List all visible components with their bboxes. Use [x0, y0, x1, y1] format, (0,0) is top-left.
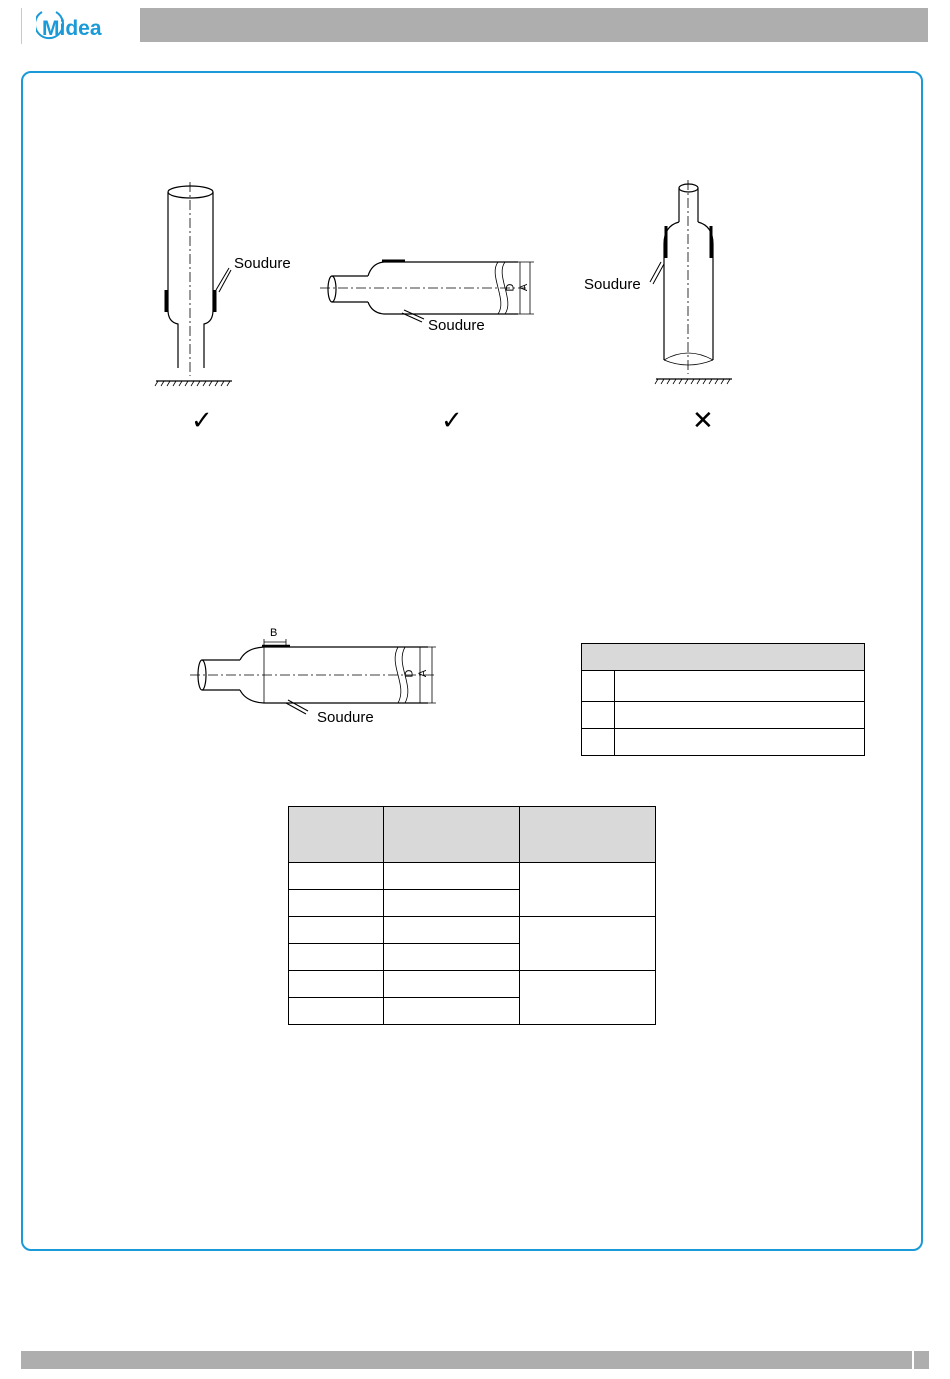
- table-cell: [289, 917, 384, 944]
- table-cell: [520, 917, 656, 971]
- table-cell: [520, 863, 656, 917]
- weld-label: Soudure: [234, 255, 291, 272]
- dimension-a-label: A: [417, 669, 430, 678]
- table-cell: [615, 729, 865, 756]
- table-header-row: [289, 807, 656, 863]
- cross-mark-icon: ✕: [692, 406, 714, 436]
- table-row: [582, 671, 865, 702]
- footer-bar: [21, 1351, 929, 1369]
- table-header-row: [582, 644, 865, 671]
- weld-label: Soudure: [584, 276, 641, 293]
- brand-text: Midea: [42, 17, 102, 40]
- table-cell: [289, 998, 384, 1025]
- diagram-horizontal-correct: [320, 261, 534, 322]
- weld-label: Soudure: [317, 709, 374, 726]
- diagram-dimensions: [190, 639, 436, 714]
- table-cell: [289, 971, 384, 998]
- table-header-cell: [582, 644, 865, 671]
- diagram-vertical-correct: [155, 182, 232, 386]
- table-cell: [615, 671, 865, 702]
- table-cell: [384, 863, 520, 890]
- table-cell: [289, 890, 384, 917]
- dimension-a-label: A: [518, 283, 531, 292]
- footer-divider: [912, 1351, 914, 1369]
- table-row: [582, 702, 865, 729]
- table-cell: [615, 702, 865, 729]
- diagram-vertical-incorrect: [650, 180, 732, 384]
- table-cell: [582, 702, 615, 729]
- table-cell: [384, 944, 520, 971]
- table-cell: [582, 729, 615, 756]
- pipe-spec-table: [288, 806, 656, 1025]
- dimension-d-label: D: [504, 283, 517, 292]
- table-header-cell: [520, 807, 656, 863]
- table-cell: [384, 971, 520, 998]
- weld-label: Soudure: [428, 317, 485, 334]
- table-cell: [289, 863, 384, 890]
- check-mark-icon: ✓: [191, 406, 213, 436]
- table-cell: [582, 671, 615, 702]
- table-row: [289, 971, 656, 998]
- dimension-legend-table: [581, 643, 865, 756]
- table-cell: [289, 944, 384, 971]
- table-row: [289, 917, 656, 944]
- check-mark-icon: ✓: [441, 406, 463, 436]
- dimension-b-label: B: [270, 627, 278, 639]
- table-cell: [384, 998, 520, 1025]
- dimension-d-label: D: [403, 669, 416, 678]
- table-cell: [384, 890, 520, 917]
- table-cell: [384, 917, 520, 944]
- table-row: [289, 863, 656, 890]
- table-header-cell: [289, 807, 384, 863]
- table-row: [582, 729, 865, 756]
- table-header-cell: [384, 807, 520, 863]
- table-cell: [520, 971, 656, 1025]
